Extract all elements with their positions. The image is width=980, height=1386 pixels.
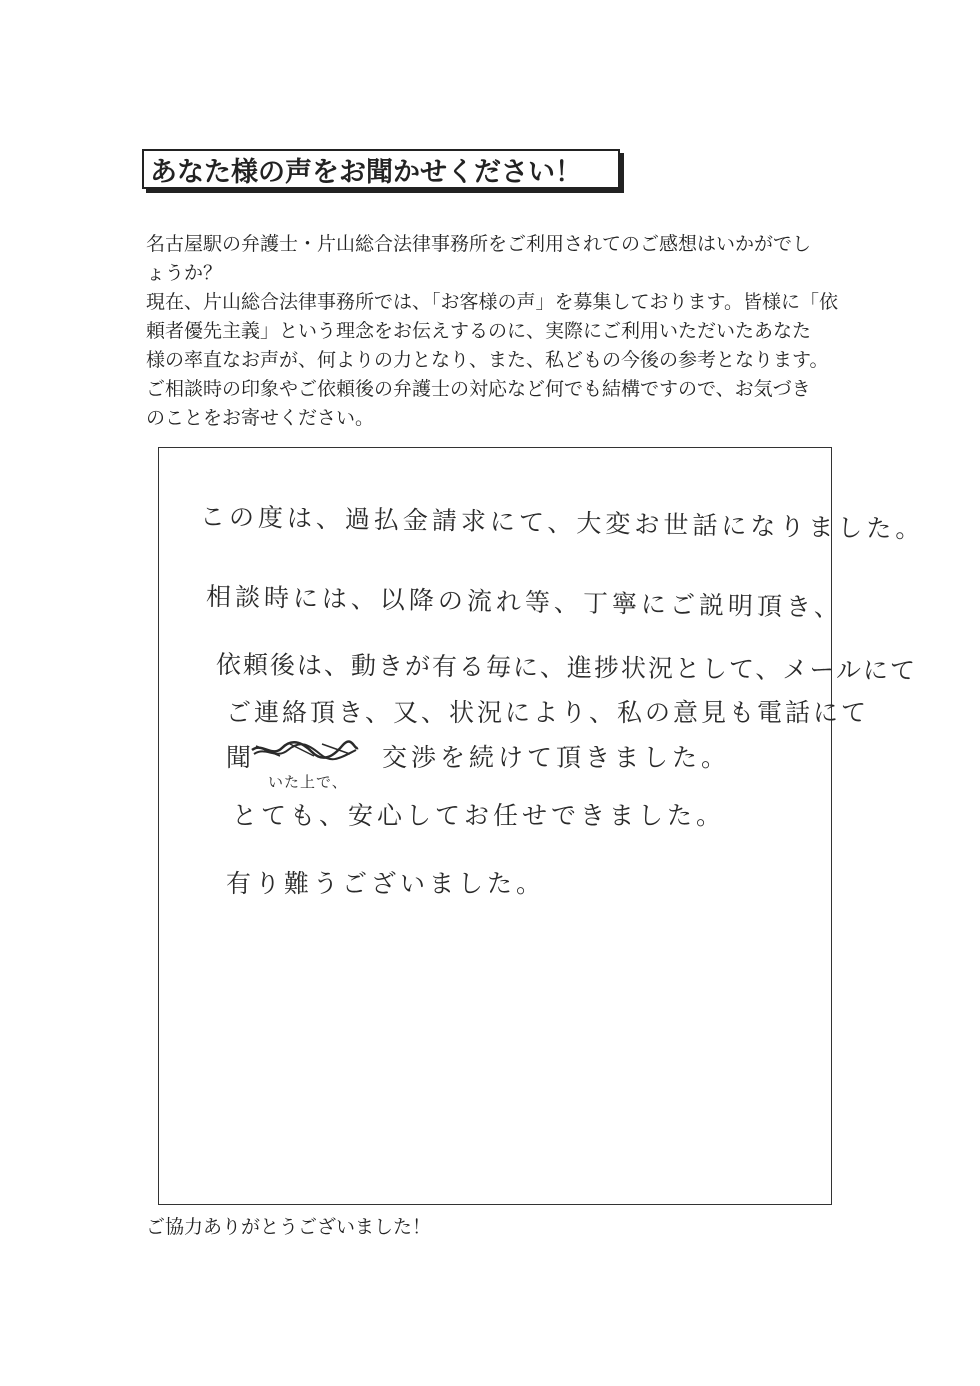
intro-line: のことをお寄せください。 xyxy=(146,407,375,429)
handwritten-line: 聞 xyxy=(226,743,256,772)
intro-line: ご相談時の印象やご依頼後の弁護士の対応など何でも結構ですので、お気づき xyxy=(146,378,811,400)
handwritten-line: とても、安心してお任せできました。 xyxy=(232,801,726,830)
title-banner xyxy=(142,149,620,189)
handwritten-line: 相談時には、以降の流れ等、丁寧にご説明頂き、 xyxy=(205,582,844,623)
handwritten-line: 依頼後は、動きが有る毎に、進捗状況として、メールにて xyxy=(215,650,918,686)
handwritten-line: 有り難うございました。 xyxy=(226,869,546,898)
page-title: あなた様の声をお聞かせください！ xyxy=(150,156,582,188)
intro-line: 名古屋駅の弁護士・片山総合法律事務所をご利用されてのご感想はいかがでし xyxy=(146,233,812,255)
intro-line: 現在、片山総合法律事務所では、「お客様の声」を募集しております。皆様に「依 xyxy=(146,291,838,313)
handwritten-line: 交渉を続けて頂きました。 xyxy=(382,743,731,772)
intro-line: 頼者優先主義」という理念をお伝えするのに、実際にご利用いただいたあなた xyxy=(146,320,812,342)
intro-line: 様の率直なお声が、何よりの力となり、また、私どもの今後の参考となります。 xyxy=(146,349,829,371)
handwritten-line: この度は、過払金請求にて、大変お世話になりました。 xyxy=(199,502,925,544)
handwritten-insertion: いた上で、 xyxy=(268,773,348,791)
closing-message: ご協力ありがとうございました！ xyxy=(146,1216,432,1238)
strikethrough-scribble xyxy=(250,738,360,762)
intro-paragraph xyxy=(146,230,846,433)
handwritten-line: ご連絡頂き、又、状況により、私の意見も電話にて xyxy=(226,698,870,727)
intro-line: ょうか？ xyxy=(146,262,223,284)
